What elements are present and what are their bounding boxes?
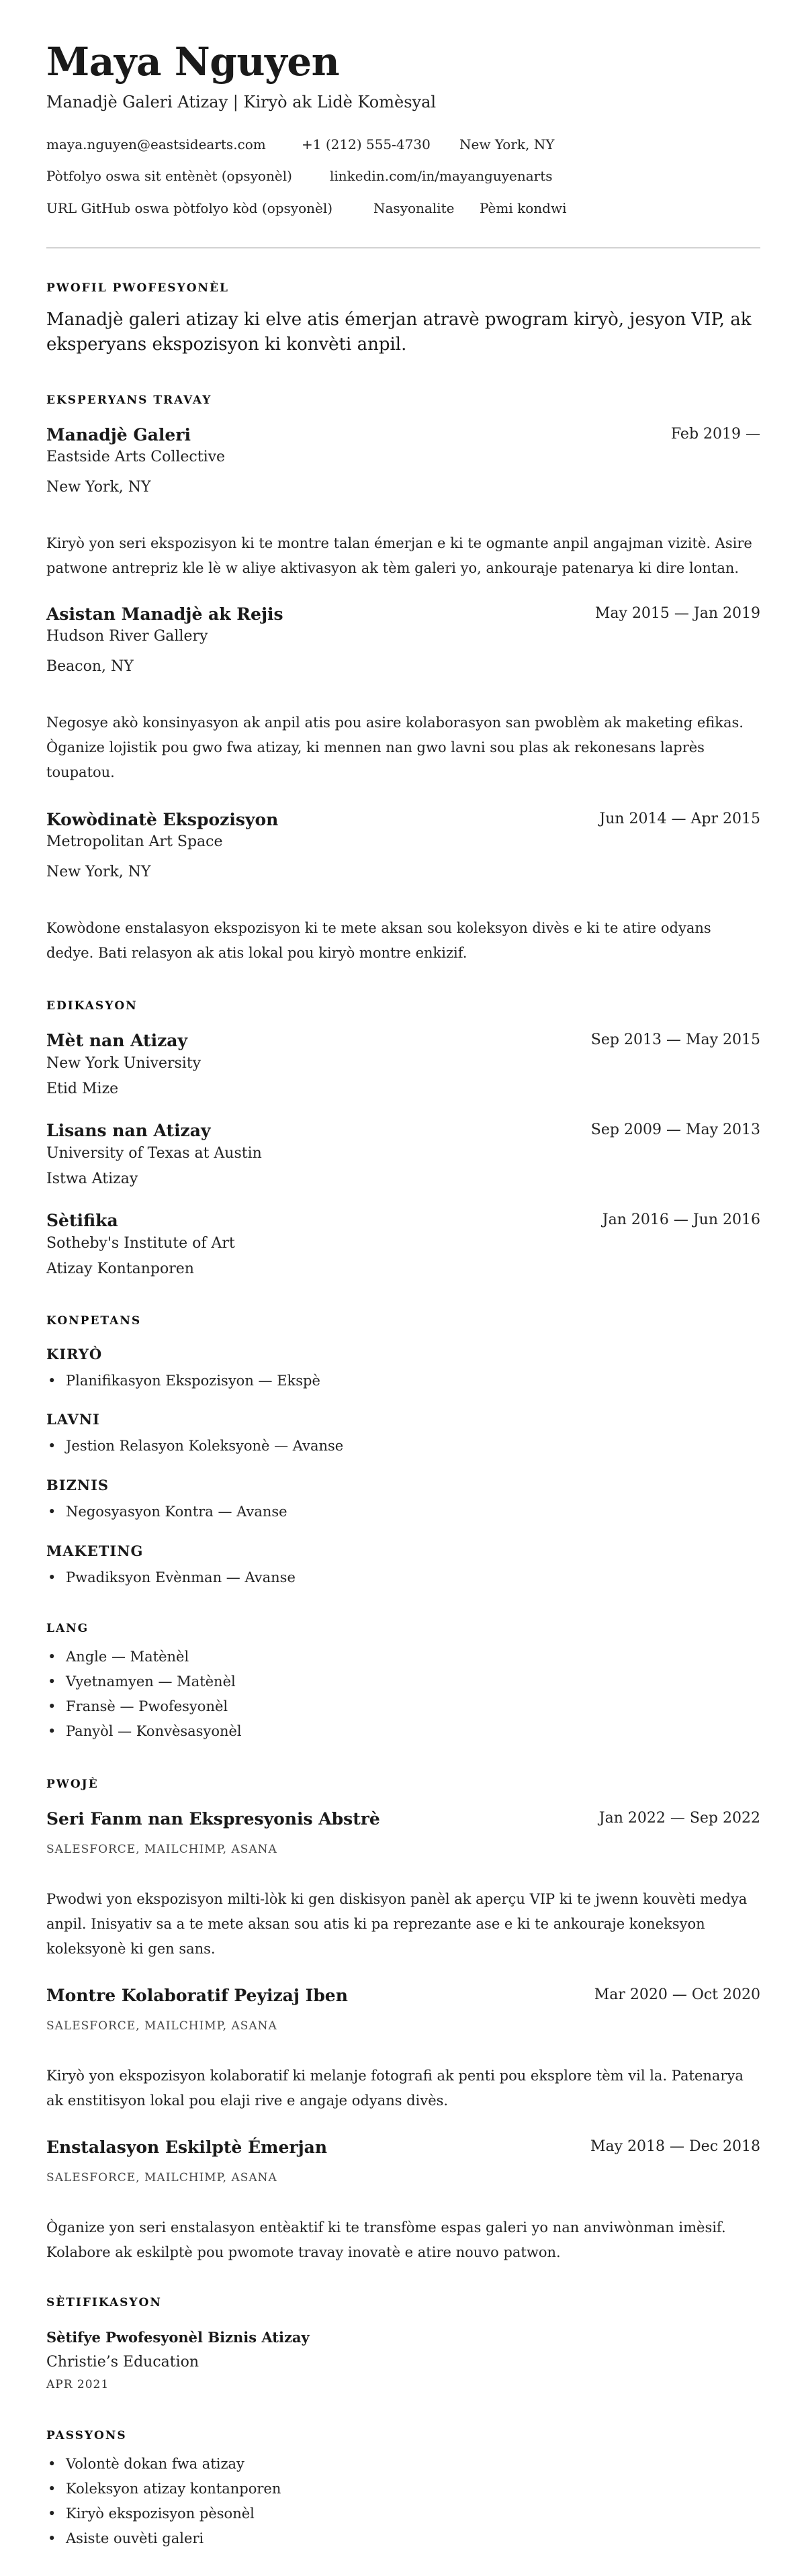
profile-summary: Manadjè galeri atizay ki elve atis émerjan atravè pwogram kiryò, jesyon VIP, ak eksperyans ekspozisyon ki konvèti anpil. [46,310,752,355]
project-title: Seri Fanm nan Ekspresyonis Abstrè [46,1809,380,1829]
skill-item: • Planifikasyon Ekspozisyon — Ekspè [66,1373,320,1389]
language-item: • Panyòl — Konvèsasyonèl [66,1723,242,1739]
certification-title: Sètifye Pwofesyonèl Biznis Atizay [46,2329,310,2346]
section-heading-projects: PWOJÈ [46,1778,99,1791]
job-date: Jun 2014 — Apr 2015 [599,811,760,827]
degree-school: Sotheby's Institute of Art [46,1235,235,1252]
project-tech: SALESFORCE, MAILCHIMP, ASANA [46,1843,277,1856]
job-company: Eastside Arts Collective [46,449,226,465]
job-title: Manadjè Galeri [46,425,191,445]
job-location: New York, NY [46,479,151,496]
job-date: Feb 2019 — [670,426,760,443]
skill-group-name: LAVNI [46,1411,100,1428]
degree-date: Sep 2013 — May 2015 [590,1031,760,1048]
project-tech: SALESFORCE, MAILCHIMP, ASANA [46,2171,277,2184]
degree-date: Jan 2016 — Jun 2016 [602,1211,760,1228]
job-company: Metropolitan Art Space [46,833,223,850]
job-location: Beacon, NY [46,658,134,675]
contact-phone[interactable]: +1 (212) 555-4730 [302,136,431,152]
job-description: Kiryò yon seri ekspozisyon ki te montre talan émerjan e ki te ogmante anpil angajman vizitè. Asire patwone antrepriz kle lè w aliye aktivasyon ak tèm galeri yo, ankouraje patenarya ki dire lontan. [46,535,752,576]
section-heading-skills: KONPETANS [46,1314,142,1328]
skill-item: • Negosyasyon Kontra — Avanse [66,1504,287,1520]
degree-field: Atizay Kontanporen [46,1260,194,1277]
job-date: May 2015 — Jan 2019 [594,605,760,622]
skill-group-name: MAKETING [46,1543,144,1559]
section-heading-certifications: SÈTIFIKASYON [46,2296,162,2309]
language-item: • Angle — Matènèl [66,1649,189,1665]
skill-item: • Jestion Relasyon Koleksyonè — Avanse [66,1438,343,1454]
degree-field: Etid Mize [46,1080,119,1097]
language-item: • Vyetnamyen — Matènèl [66,1673,236,1690]
language-item: • Fransè — Pwofesyonèl [66,1698,228,1714]
job-company: Hudson River Gallery [46,628,208,645]
certification-issuer: Christie’s Education [46,2354,199,2371]
certification-date: APR 2021 [46,2378,109,2391]
project-date: Mar 2020 — Oct 2020 [594,1986,760,2003]
job-title: Asistan Manadjè ak Rejis [46,604,283,624]
job-description: Kowòdone enstalasyon ekspozisyon ki te mete aksan sou koleksyon divès e ki te atire odyans dedye. Bati relasyon ak atis lokal pou kiryò montre enkizif. [46,920,711,961]
degree-title: Mèt nan Atizay [46,1031,188,1050]
interest-item: • Volontè dokan fwa atizay [66,2456,244,2472]
section-heading-profile: PWOFIL PWOFESYONÈL [46,281,229,295]
section-heading-languages: LANG [46,1622,89,1635]
project-date: Jan 2022 — Sep 2022 [598,1810,760,1827]
project-description: Kiryò yon ekspozisyon kolaboratif ki melanje fotografi ak penti pou eksplore tèm vil la. Patenarya ak enstitisyon lokal pou elaji rive e angaje odyans divès. [46,2068,744,2109]
job-location: New York, NY [46,864,151,880]
skill-group-name: KIRYÒ [46,1346,103,1363]
project-date: May 2018 — Dec 2018 [590,2138,760,2155]
contact-linkedin[interactable]: linkedin.com/in/mayanguyenarts [330,168,553,184]
candidate-name: Maya Nguyen [46,39,340,85]
section-heading-education: EDIKASYON [46,999,138,1013]
contact-location: New York, NY [459,136,555,152]
contact-portfolio[interactable]: Pòtfolyo oswa sit entènèt (opsyonèl) [46,168,292,184]
contact-github[interactable]: URL GitHub oswa pòtfolyo kòd (opsyonèl) [46,200,333,216]
project-description: Òganize yon seri enstalasyon entèaktif ki te transfòme espas galeri yo nan anviwònman imèsif. Kolabore ak eskilptè pou pwomote travay inovatè e atire nouvo patwon. [46,2219,726,2260]
degree-date: Sep 2009 — May 2013 [590,1121,760,1138]
project-tech: SALESFORCE, MAILCHIMP, ASANA [46,2019,277,2033]
degree-title: Lisans nan Atizay [46,1121,211,1140]
project-title: Montre Kolaboratif Peyizaj Iben [46,1986,348,2005]
degree-school: New York University [46,1055,202,1072]
contact-nationality: Nasyonalite [373,200,455,216]
skill-group-name: BIZNIS [46,1477,109,1493]
project-description: Pwodwi yon ekspozisyon milti-lòk ki gen diskisyon panèl ak aperçu VIP ki te jwenn kouvèti medya anpil. Inisyativ sa a te mete aksan sou atis ki pa reprezante ase e ki te ankouraje koneksyon koleksyonè ki gen sans. [46,1891,748,1957]
degree-field: Istwa Atizay [46,1170,138,1187]
interest-item: • Kiryò ekspozisyon pèsonèl [66,2505,255,2522]
contact-email[interactable]: maya.nguyen@eastsidearts.com [46,136,266,152]
job-title: Kowòdinatè Ekspozisyon [46,810,279,829]
header-divider [46,247,760,248]
degree-school: University of Texas at Austin [46,1145,262,1162]
project-title: Enstalasyon Eskilptè Émerjan [46,2137,327,2157]
contact-permit: Pèmi kondwi [480,200,567,216]
interest-item: • Asiste ouvèti galeri [66,2530,204,2546]
skill-item: • Pwadiksyon Evènman — Avanse [66,1569,296,1585]
job-description: Negosye akò konsinyasyon ak anpil atis pou asire kolaborasyon san pwoblèm ak maketing efikas. Òganize lojistik pou gwo fwa atizay, ki mennen nan gwo lavni sou plas ak rekonesans laprès toupatou. [46,715,744,780]
candidate-subtitle: Manadjè Galeri Atizay | Kiryò ak Lidè Komèsyal [46,93,437,111]
degree-title: Sètifika [46,1211,118,1230]
section-heading-experience: EKSPERYANS TRAVAY [46,394,212,407]
section-heading-interests: PASSYONS [46,2429,127,2442]
interest-item: • Koleksyon atizay kontanporen [66,2481,281,2497]
